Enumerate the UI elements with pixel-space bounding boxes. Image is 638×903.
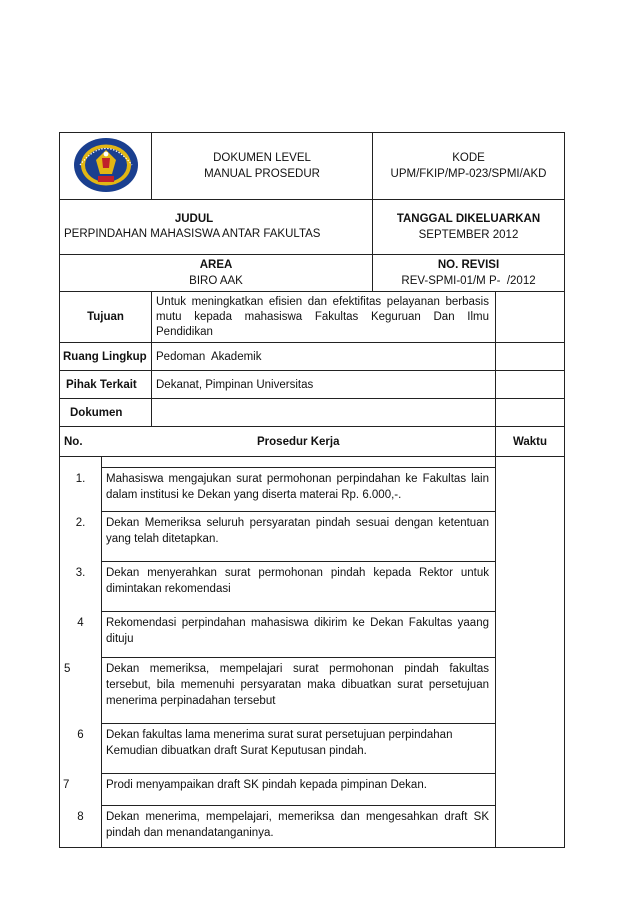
step-number: 7 bbox=[60, 774, 102, 806]
tujuan-label: Tujuan bbox=[60, 292, 152, 343]
step-time bbox=[496, 658, 565, 724]
pihak-terkait-value: Dekanat, Pimpinan Universitas bbox=[152, 371, 496, 399]
header-table bbox=[59, 132, 565, 292]
tanggal-cell bbox=[373, 200, 565, 255]
step-text: Dekan memeriksa, mempelajari surat permohonan pindah fakultas tersebut, bila memenuhi persyaratan maka dibuatkan surat persetujuan menerima perpinadahan tersebut bbox=[102, 658, 496, 724]
ruang-lingkup-label: Ruang Lingkup bbox=[60, 343, 152, 371]
step-time bbox=[496, 512, 565, 562]
kode-label: KODE bbox=[452, 152, 485, 164]
dokumen-value bbox=[152, 399, 496, 427]
step-text: Dekan menyerahkan surat permohonan pindah kepada Rektor untuk dimintakan rekomendasi bbox=[102, 562, 496, 612]
step-text: Rekomendasi perpindahan mahasiswa dikirim ke Dekan Fakultas yaang dituju bbox=[102, 612, 496, 658]
column-no-header: No. bbox=[60, 427, 102, 457]
document-level-cell bbox=[152, 133, 373, 200]
pihak-terkait-label: Pihak Terkait bbox=[60, 371, 152, 399]
spacer-cell bbox=[102, 457, 496, 468]
procedure-table bbox=[59, 426, 565, 848]
area-cell bbox=[60, 255, 373, 292]
area-value: BIRO AAK bbox=[189, 275, 243, 287]
column-prosedur-header: Prosedur Kerja bbox=[102, 427, 496, 457]
kode-cell bbox=[373, 133, 565, 200]
step-text: Dekan fakultas lama menerima surat surat persetujuan perpindahan Kemudian dibuatkan draft Surat Keputusan pindah. bbox=[102, 724, 496, 774]
judul-cell bbox=[60, 200, 373, 255]
step-time bbox=[496, 806, 565, 848]
revisi-label: NO. REVISI bbox=[437, 259, 500, 271]
info-table bbox=[59, 291, 565, 427]
dokumen-label: Dokumen bbox=[60, 399, 152, 427]
step-number: 8 bbox=[60, 806, 102, 848]
step-time bbox=[496, 612, 565, 658]
logo-cell bbox=[60, 133, 152, 200]
step-text: Dekan menerima, mempelajari, memeriksa dan mengesahkan draft SK pindah dan menandatanganinya. bbox=[102, 806, 496, 848]
pihak-terkait-empty-cell bbox=[496, 371, 565, 399]
spacer-cell bbox=[496, 457, 565, 468]
step-time bbox=[496, 724, 565, 774]
step-number: 4 bbox=[60, 612, 102, 658]
step-number: 2. bbox=[60, 512, 102, 562]
spacer-cell bbox=[60, 457, 102, 468]
step-time bbox=[496, 562, 565, 612]
ruang-lingkup-value: Pedoman Akademik bbox=[152, 343, 496, 371]
step-time bbox=[496, 774, 565, 806]
sop-document bbox=[59, 132, 564, 848]
dokumen-empty-cell bbox=[496, 399, 565, 427]
judul-value: PERPINDAHAN MAHASISWA ANTAR FAKULTAS bbox=[64, 228, 321, 240]
revisi-cell bbox=[373, 255, 565, 292]
tujuan-value: Untuk meningkatkan efisien dan efektifitas pelayanan berbasis mutu kepada mahasiswa Fakultas Keguruan Dan Ilmu Pendidikan bbox=[152, 292, 496, 343]
step-number: 6 bbox=[60, 724, 102, 774]
area-label: AREA bbox=[199, 259, 233, 271]
step-time bbox=[496, 468, 565, 512]
ruang-lingkup-empty-cell bbox=[496, 343, 565, 371]
step-text: Dekan Memeriksa seluruh persyaratan pindah sesuai dengan ketentuan yang telah ditetapkan. bbox=[102, 512, 496, 562]
tanggal-label: TANGGAL DIKELUARKAN bbox=[396, 213, 541, 225]
step-text: Prodi menyampaikan draft SK pindah kepada pimpinan Dekan. bbox=[102, 774, 496, 806]
step-number: 1. bbox=[60, 468, 102, 512]
column-waktu-header: Waktu bbox=[496, 427, 565, 457]
university-seal-logo bbox=[72, 136, 140, 194]
step-number: 5 bbox=[60, 658, 102, 724]
step-text: Mahasiswa mengajukan surat permohonan perpindahan ke Fakultas lain dalam institusi ke Dekan yang diserta materai Rp. 6.000,-. bbox=[102, 468, 496, 512]
tujuan-empty-cell bbox=[496, 292, 565, 343]
step-number: 3. bbox=[60, 562, 102, 612]
document-level-value: MANUAL PROSEDUR bbox=[204, 168, 320, 180]
revisi-value: REV-SPMI-01/M P- /2012 bbox=[401, 275, 536, 287]
judul-label: JUDUL bbox=[174, 213, 214, 225]
tanggal-value: SEPTEMBER 2012 bbox=[418, 229, 519, 241]
document-level-label: DOKUMEN LEVEL bbox=[213, 152, 311, 164]
kode-value: UPM/FKIP/MP-023/SPMI/AKD bbox=[390, 168, 547, 180]
